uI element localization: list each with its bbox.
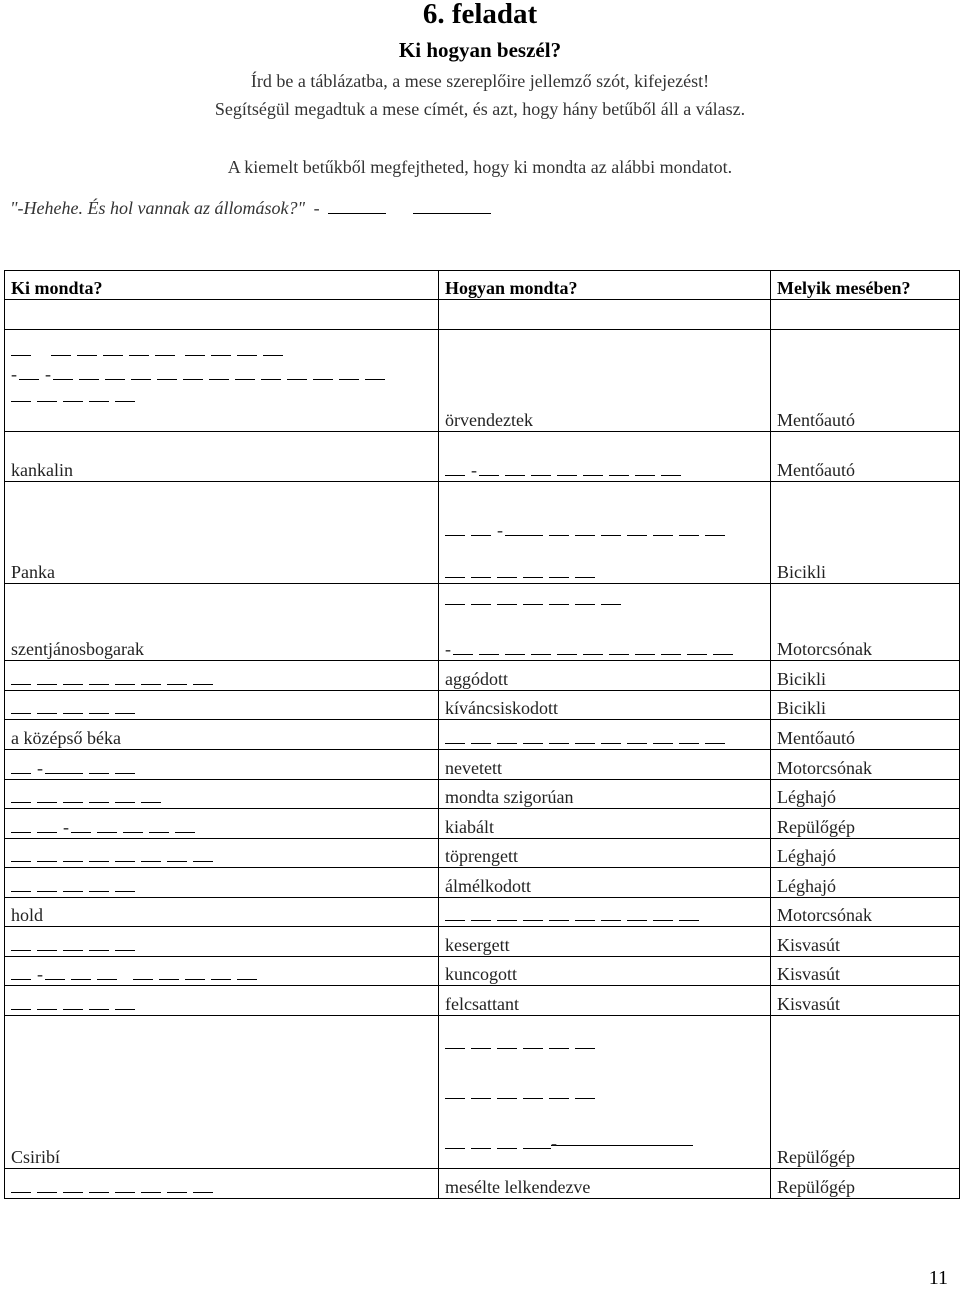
table-row [5,809,960,839]
quote-text: "-Hehehe. És hol vannak az állomások?" [10,198,306,218]
tale-cell: Bicikli [771,661,960,691]
who-cell[interactable] [5,1169,439,1199]
page-title: 6. feladat [422,0,538,30]
tale-cell: Mentőautó [771,330,960,432]
how-cell: kiabált [439,809,771,839]
who-cell: kankalin [5,432,439,482]
tale-cell: Motorcsónak [771,584,960,661]
table-row [5,432,960,482]
who-cell[interactable] [5,691,439,720]
table-row [5,661,960,691]
column-header-who: Ki mondta? [5,271,439,300]
instruction-line: Segítségül megadtuk a mese címét, és azt, hogy hány betűből áll a válasz. [214,99,746,119]
page-number: 11 [928,1267,948,1289]
who-cell: Panka [5,482,439,584]
tale-cell: Motorcsónak [771,750,960,780]
how-cell: kuncogott [439,957,771,986]
instruction-line: A kiemelt betűkből megfejtheted, hogy ki mondta az alábbi mondatot. [227,157,733,177]
table-row [5,720,960,750]
table-row [5,839,960,868]
table-row [5,750,960,780]
table-header-row [5,271,960,300]
who-cell[interactable]: - [5,957,439,986]
tale-cell: Kisvasút [771,957,960,986]
who-cell: hold [5,898,439,927]
how-cell: örvendeztek [439,330,771,432]
who-cell[interactable] [5,839,439,868]
how-cell: felcsattant [439,986,771,1016]
who-cell[interactable] [5,661,439,691]
how-cell: álmélkodott [439,868,771,898]
tale-cell: Léghajó [771,780,960,809]
table-row [5,986,960,1016]
tale-cell: Motorcsónak [771,898,960,927]
table-row [5,868,960,898]
table-row [5,330,960,432]
how-cell: mesélte lelkendezve [439,1169,771,1199]
how-cell[interactable] [439,898,771,927]
answer-blank[interactable] [413,199,491,214]
column-header-how: Hogyan mondta? [439,271,771,300]
who-cell[interactable] [5,868,439,898]
table-cell [439,300,771,330]
tale-cell: Léghajó [771,839,960,868]
how-cell[interactable]: - [439,482,771,584]
how-cell[interactable]: - [439,1016,771,1169]
quote-dash: - [313,198,320,218]
table-cell [5,300,439,330]
how-cell: aggódott [439,661,771,691]
table-row [5,691,960,720]
tale-cell: Bicikli [771,482,960,584]
table-row [5,300,960,330]
who-cell: a középső béka [5,720,439,750]
who-cell[interactable] [5,986,439,1016]
who-cell[interactable]: - [5,750,439,780]
how-cell[interactable]: - [439,432,771,482]
tale-cell: Repülőgép [771,809,960,839]
task-subtitle: Ki hogyan beszél? [398,38,562,62]
answer-blank[interactable] [328,199,386,214]
who-cell: Csiribí [5,1016,439,1169]
riddle-quote [10,198,491,219]
who-cell[interactable]: - [5,809,439,839]
who-cell[interactable] [5,780,439,809]
tale-cell: Kisvasút [771,986,960,1016]
tale-cell: Mentőautó [771,720,960,750]
how-cell: mondta szigorúan [439,780,771,809]
how-cell[interactable]: - [439,584,771,661]
table-row [5,898,960,927]
tale-cell: Mentőautó [771,432,960,482]
how-cell: kesergett [439,927,771,957]
table-row [5,957,960,986]
table-row [5,482,960,584]
how-cell: nevetett [439,750,771,780]
tale-cell: Repülőgép [771,1169,960,1199]
how-cell[interactable] [439,720,771,750]
how-cell: kíváncsiskodott [439,691,771,720]
instruction-line: Írd be a táblázatba, a mese szereplőire jellemző szót, kifejezést! [250,71,710,91]
tale-cell: Bicikli [771,691,960,720]
who-cell[interactable]: - - [5,330,439,432]
table-row [5,1169,960,1199]
table-row [5,1016,960,1169]
table-row [5,927,960,957]
who-cell[interactable] [5,927,439,957]
table-row [5,584,960,661]
tale-cell: Léghajó [771,868,960,898]
tale-cell: Repülőgép [771,1016,960,1169]
table-cell [771,300,960,330]
how-cell: töprengett [439,839,771,868]
who-cell: szentjánosbogarak [5,584,439,661]
tale-cell: Kisvasút [771,927,960,957]
table-row [5,780,960,809]
answer-table [4,270,960,1199]
column-header-tale: Melyik mesében? [771,271,960,300]
